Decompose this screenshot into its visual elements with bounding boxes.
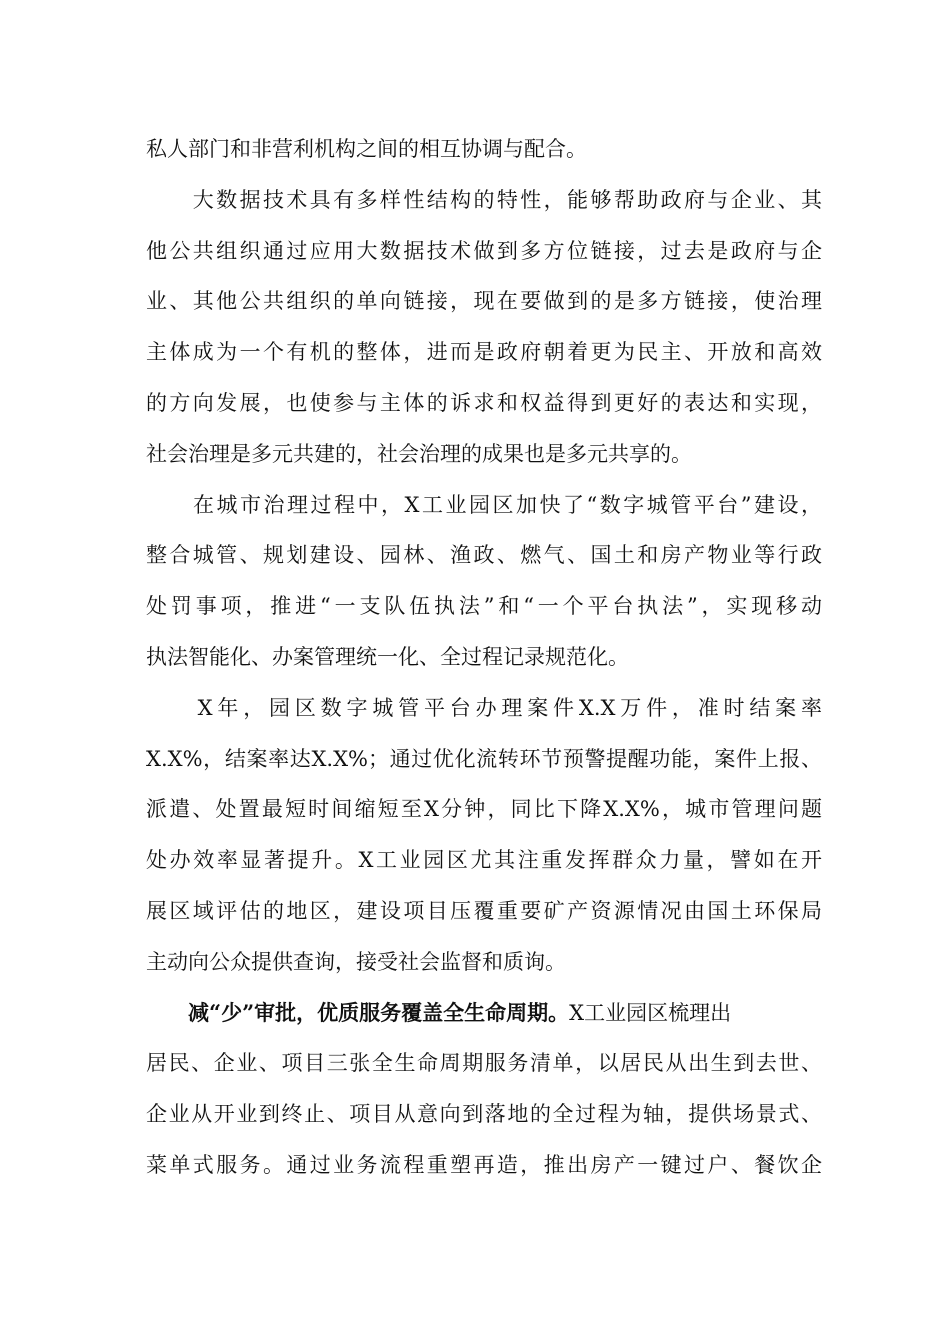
text-line: 展区域评估的地区，建设项目压覆重要矿产资源情况由国土环保局 [146,898,822,923]
paragraph [146,175,822,480]
text-line: 企业从开业到终止、项目从意向到落地的全过程为轴，提供场景式、 [146,1102,822,1127]
text-line: 菜单式服务。通过业务流程重塑再造，推出房产一键过户、餐饮企 [146,1152,822,1177]
text-line: 主动向公众提供查询，接受社会监督和质询。 [146,949,566,974]
text-line: 业、其他公共组织的单向链接，现在要做到的是多方链接，使治理 [146,289,822,314]
paragraph [146,124,822,175]
text-line: 派遣、处置最短时间缩短至X分钟，同比下降X.X%，城市管理问题 [146,797,822,822]
text-line: 整合城管、规划建设、园林、渔政、燃气、国土和房产物业等行政 [146,543,822,568]
text-line [146,988,822,1039]
text-line: 处罚事项，推进“一支队伍执法”和“一个平台执法”，实现移动 [146,594,822,619]
text-line: 社会治理是多元共建的，社会治理的成果也是多元共享的。 [146,441,692,466]
text-line: 私人部门和非营利机构之间的相互协调与配合。 [146,137,587,161]
text-line: X年，园区数字城管平台办理案件X.X万件，准时结案率 [146,695,822,720]
document-body [146,124,822,1191]
text-line: 执法智能化、办案管理统一化、全过程记录规范化。 [146,644,629,669]
text-line: 处办效率显著提升。X工业园区尤其注重发挥群众力量，譬如在开 [146,848,822,873]
paragraph [146,480,822,683]
text-line: 居民、企业、项目三张全生命周期服务清单，以居民从出生到去世、 [146,1051,822,1076]
text-line: 他公共组织通过应用大数据技术做到多方位链接，过去是政府与企 [146,238,822,263]
bold-heading-text: 减“少”审批，优质服务覆盖全生命周期。 [146,999,570,1025]
paragraph [146,988,822,1191]
text-line: 主体成为一个有机的整体，进而是政府朝着更为民主、开放和高效 [146,340,822,365]
text-span: X工业园区梳理出 [569,1000,732,1025]
paragraph [146,683,822,988]
text-line: X.X%，结案率达X.X%；通过优化流转环节预警提醒功能，案件上报、 [146,746,822,771]
text-line: 的方向发展，也使参与主体的诉求和权益得到更好的表达和实现， [146,390,822,415]
text-line: 在城市治理过程中，X工业园区加快了“数字城管平台”建设， [146,492,822,517]
text-line: 大数据技术具有多样性结构的特性，能够帮助政府与企业、其 [146,187,822,212]
